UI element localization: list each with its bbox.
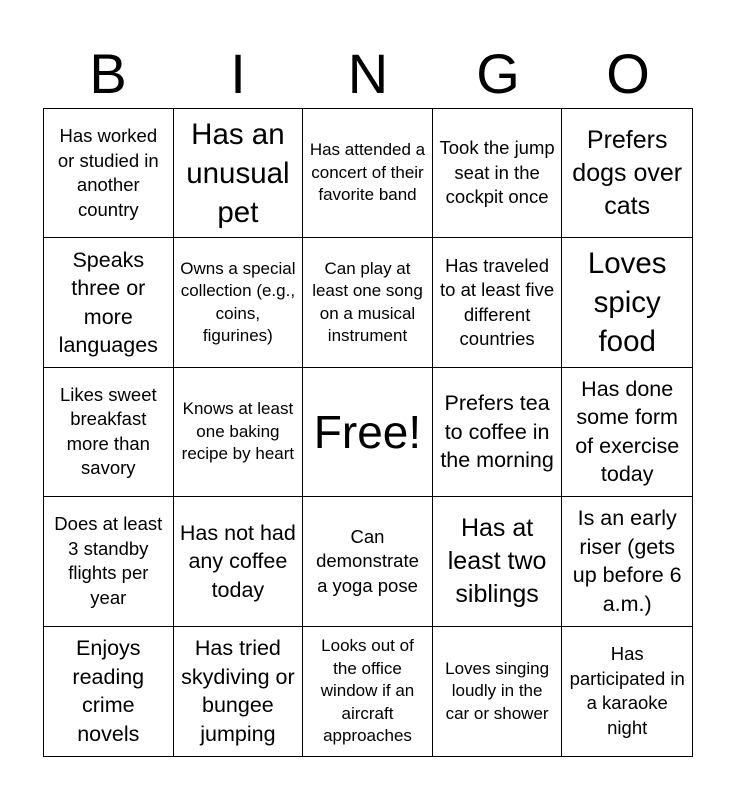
bingo-cell[interactable] [303, 238, 433, 367]
cell-text: Has not had any coffee today [179, 520, 296, 602]
bingo-cell[interactable] [303, 109, 433, 238]
bingo-cell[interactable] [174, 497, 304, 626]
cell-text: Has worked or studied in another country [57, 125, 159, 220]
bingo-cell[interactable] [433, 238, 563, 367]
bingo-cell[interactable] [44, 109, 174, 238]
bingo-cell[interactable] [562, 497, 692, 626]
bingo-cell[interactable] [562, 627, 692, 756]
cell-text: Has participated in a karaoke night [569, 643, 685, 738]
bingo-cell[interactable] [174, 238, 304, 367]
bingo-header [43, 40, 693, 108]
cell-text: Looks out of the office window if an aircraft approaches [320, 636, 415, 746]
bingo-cell[interactable] [562, 109, 692, 238]
cell-text: Has done some form of exercise today [575, 376, 680, 487]
bingo-cell[interactable] [433, 627, 563, 756]
cell-text: Has attended a concert of their favorite band [309, 140, 426, 205]
bingo-cell[interactable] [174, 627, 304, 756]
free-space-text: Free! [313, 405, 422, 458]
bingo-board [43, 108, 693, 757]
header-letter-i: I [230, 42, 246, 105]
bingo-cell[interactable] [433, 368, 563, 497]
header-letter-o: O [606, 42, 650, 105]
cell-text: Is an early riser (gets up before 6 a.m.) [572, 506, 682, 616]
bingo-cell[interactable] [44, 238, 174, 367]
cell-text: Took the jump seat in the cockpit once [439, 137, 555, 208]
cell-text: Speaks three or more languages [58, 247, 158, 358]
cell-text: Owns a special collection (e.g., coins, figurines) [180, 258, 296, 346]
cell-text: Can demonstrate a yoga pose [316, 525, 419, 596]
cell-text: Has tried skydiving or bungee jumping [181, 636, 295, 746]
bingo-cell[interactable] [44, 368, 174, 497]
bingo-cell[interactable] [303, 627, 433, 756]
free-space[interactable] [303, 368, 433, 497]
bingo-cell[interactable] [433, 497, 563, 626]
bingo-cell[interactable] [303, 497, 433, 626]
bingo-cell[interactable] [44, 627, 174, 756]
cell-text: Has an unusual pet [186, 117, 290, 229]
cell-text: Loves singing loudly in the car or shower [445, 658, 550, 723]
cell-text: Prefers dogs over cats [572, 125, 683, 220]
cell-text: Likes sweet breakfast more than savory [59, 383, 157, 479]
cell-text: Prefers tea to coffee in the morning [440, 391, 554, 473]
cell-text: Has traveled to at least five different countries [440, 254, 555, 350]
bingo-cell[interactable] [174, 368, 304, 497]
cell-text: Knows at least one baking recipe by heart [181, 399, 295, 464]
cell-text: Loves spicy food [587, 247, 667, 359]
cell-text: Has at least two siblings [447, 513, 547, 608]
bingo-cell[interactable] [174, 109, 304, 238]
bingo-cell[interactable] [562, 238, 692, 367]
cell-text: Can play at least one song on a musical instrument [312, 258, 423, 346]
header-letter-n: N [347, 42, 389, 105]
bingo-cell[interactable] [44, 497, 174, 626]
cell-text: Does at least 3 standby flights per year [54, 513, 163, 608]
bingo-cell[interactable] [433, 109, 563, 238]
header-letter-b: B [89, 42, 127, 105]
bingo-cell[interactable] [562, 368, 692, 497]
header-letter-g: G [476, 42, 520, 105]
cell-text: Enjoys reading crime novels [72, 636, 145, 746]
